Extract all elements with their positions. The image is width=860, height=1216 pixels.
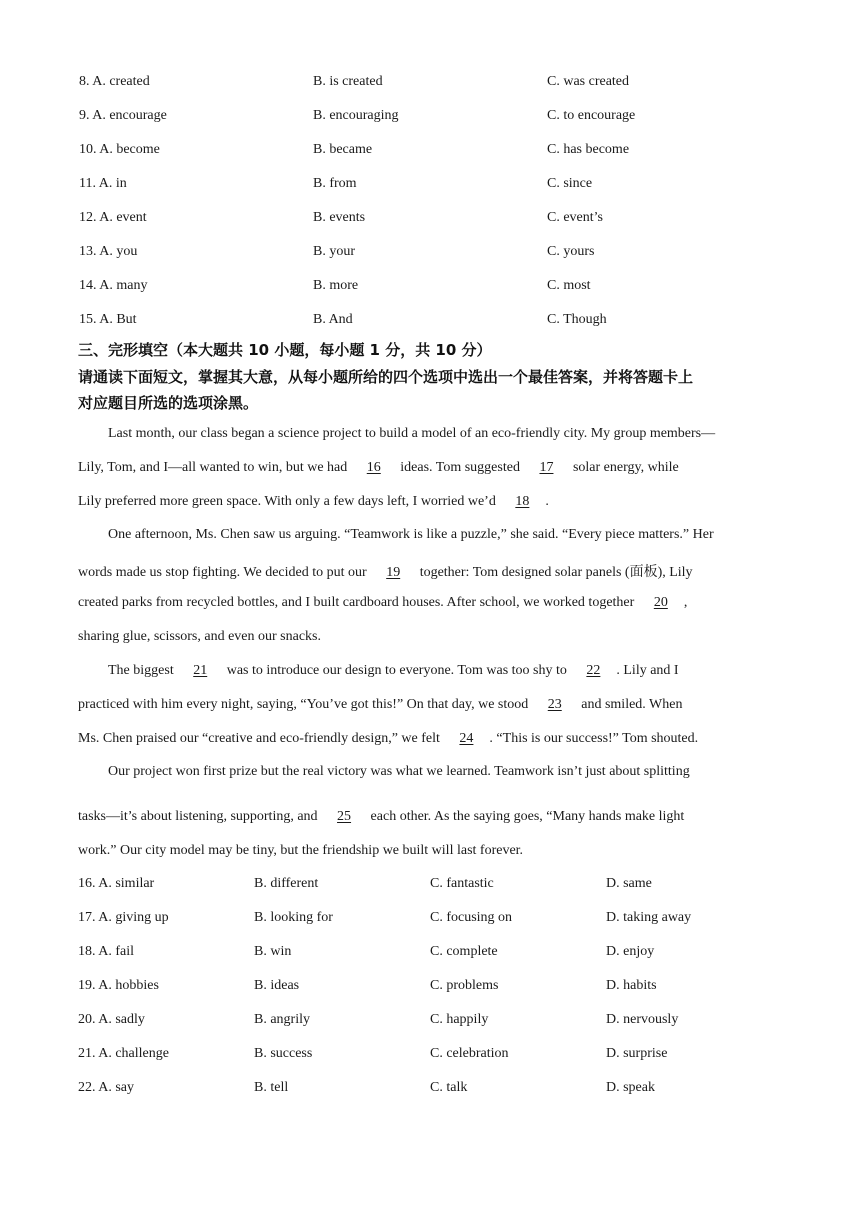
passage-line — [78, 663, 814, 679]
option-a: 12. A. event — [79, 210, 147, 225]
passage-text: Last month, our class began a science project to build a model of an eco-friendly city. My group members— — [108, 426, 716, 441]
option-c: C. problems — [430, 978, 499, 993]
option-b: B. looking for — [254, 910, 333, 925]
option-b: B. from — [313, 176, 357, 191]
blank-16: 16 — [366, 460, 381, 475]
passage-text: work.” Our city model may be tiny, but the friendship we built will last forever. — [78, 843, 524, 858]
passage-line — [78, 494, 784, 510]
passage-line — [78, 595, 784, 611]
section-title: 三、完形填空（本大题共 10 小题，每小题 1 分，共 10 分） — [78, 341, 492, 359]
option-row-q20 — [78, 1012, 798, 1032]
passage-text: created parks from recycled bottles, and I built cardboard houses. After school, we worked together — [78, 595, 638, 610]
option-c: C. complete — [430, 944, 498, 959]
blank-21: 21 — [193, 663, 208, 678]
passage-line — [78, 843, 784, 859]
option-b: B. win — [254, 944, 292, 959]
passage-line — [78, 809, 784, 825]
passage-text: and smiled. When — [577, 697, 683, 712]
option-c: C. has become — [547, 142, 630, 157]
blank-17: 17 — [539, 460, 554, 475]
option-row-q18 — [78, 944, 798, 964]
option-b: B. is created — [313, 74, 383, 89]
passage-line — [78, 697, 784, 713]
passage-text: practiced with him every night, saying, “You’ve got this!” On that day, we stood — [78, 697, 532, 712]
option-a: 10. A. become — [79, 142, 160, 157]
option-d: D. same — [606, 876, 652, 891]
passage-text: Lily, Tom, and I—all wanted to win, but we had — [78, 460, 351, 475]
passage-text: One afternoon, Ms. Chen saw us arguing. “Teamwork is like a puzzle,” she said. “Every piece matters.” Her — [108, 527, 714, 542]
option-a: 19. A. hobbies — [78, 978, 159, 993]
option-c: C. most — [547, 278, 591, 293]
passage-line — [78, 731, 784, 747]
option-b: B. different — [254, 876, 319, 891]
passage-line — [78, 561, 784, 581]
passage-line — [78, 426, 814, 442]
passage-text: each other. As the saying goes, “Many hands make light — [367, 809, 685, 824]
option-row-q8 — [79, 74, 799, 94]
passage-text: The biggest — [108, 663, 178, 678]
option-d: D. surprise — [606, 1046, 668, 1061]
option-a: 13. A. you — [79, 244, 138, 259]
option-a: 11. A. in — [79, 176, 127, 191]
blank-23: 23 — [547, 697, 562, 712]
option-b: B. events — [313, 210, 366, 225]
option-b: B. encouraging — [313, 108, 399, 123]
option-c: C. to encourage — [547, 108, 636, 123]
passage-text: , — [683, 595, 688, 610]
passage-line — [78, 527, 814, 543]
option-b: B. your — [313, 244, 355, 259]
passage-text: was to introduce our design to everyone. Tom was too shy to — [223, 663, 571, 678]
option-c: C. Though — [547, 312, 607, 327]
option-c: C. event’s — [547, 210, 603, 225]
blank-19: 19 — [386, 565, 401, 580]
passage-text: Our project won first prize but the real victory was what we learned. Teamwork isn’t just about splitting — [108, 764, 690, 779]
option-row-q15 — [79, 312, 799, 332]
option-row-q10 — [79, 142, 799, 162]
option-d: D. speak — [606, 1080, 655, 1095]
option-c: C. since — [547, 176, 593, 191]
blank-20: 20 — [653, 595, 668, 610]
passage-text: words made us stop fighting. We decided to put our — [78, 565, 371, 580]
passage-text: . — [545, 494, 549, 509]
option-a: 9. A. encourage — [79, 108, 167, 123]
blank-24: 24 — [459, 731, 474, 746]
option-a: 20. A. sadly — [78, 1012, 145, 1027]
option-b: B. And — [313, 312, 353, 327]
passage-text: ideas. Tom suggested — [396, 460, 524, 475]
option-a: 15. A. But — [79, 312, 137, 327]
passage-line — [78, 764, 814, 780]
option-row-q14 — [79, 278, 799, 298]
passage-text: tasks—it’s about listening, supporting, and — [78, 809, 322, 824]
option-row-q22 — [78, 1080, 798, 1100]
option-a: 22. A. say — [78, 1080, 134, 1095]
option-row-q21 — [78, 1046, 798, 1066]
option-b: B. ideas — [254, 978, 300, 993]
passage-line — [78, 460, 784, 476]
passage-text: . “This is our success!” Tom shouted. — [489, 731, 699, 746]
option-c: C. fantastic — [430, 876, 494, 891]
passage-line — [78, 629, 784, 645]
passage-text: solar energy, while — [569, 460, 679, 475]
option-row-q13 — [79, 244, 799, 264]
passage-text: sharing glue, scissors, and even our snacks. — [78, 629, 322, 644]
option-c: C. celebration — [430, 1046, 509, 1061]
option-c: C. was created — [547, 74, 630, 89]
option-a: 17. A. giving up — [78, 910, 169, 925]
option-d: D. habits — [606, 978, 657, 993]
option-a: 16. A. similar — [78, 876, 155, 891]
option-c: C. yours — [547, 244, 595, 259]
option-d: D. enjoy — [606, 944, 655, 959]
option-b: B. more — [313, 278, 359, 293]
option-d: D. nervously — [606, 1012, 679, 1027]
blank-25: 25 — [337, 809, 352, 824]
option-row-q9 — [79, 108, 799, 128]
blank-18: 18 — [515, 494, 530, 509]
passage-text: Lily preferred more green space. With only a few days left, I worried we’d — [78, 494, 500, 509]
blank-22: 22 — [586, 663, 601, 678]
option-d: D. taking away — [606, 910, 692, 925]
option-a: 18. A. fail — [78, 944, 134, 959]
option-b: B. became — [313, 142, 373, 157]
option-b: B. success — [254, 1046, 313, 1061]
section-instruction-cont: 对应题目所选的选项涂黑。 — [78, 394, 259, 412]
option-a: 14. A. many — [79, 278, 148, 293]
section-instruction: 请通读下面短文，掌握其大意，从每小题所给的四个选项中选出一个最佳答案，并将答题卡上 — [78, 368, 694, 386]
option-c: C. happily — [430, 1012, 489, 1027]
passage-text: together: Tom designed solar panels (面板), Lily — [416, 565, 693, 580]
passage-text: Ms. Chen praised our “creative and eco-friendly design,” we felt — [78, 731, 444, 746]
option-b: B. angrily — [254, 1012, 310, 1027]
option-a: 21. A. challenge — [78, 1046, 169, 1061]
option-b: B. tell — [254, 1080, 289, 1095]
option-row-q16 — [78, 876, 798, 896]
option-a: 8. A. created — [79, 74, 150, 89]
option-row-q12 — [79, 210, 799, 230]
option-row-q11 — [79, 176, 799, 196]
option-c: C. focusing on — [430, 910, 513, 925]
passage-text: . Lily and I — [616, 663, 679, 678]
option-row-q17 — [78, 910, 798, 930]
option-row-q19 — [78, 978, 798, 998]
option-c: C. talk — [430, 1080, 468, 1095]
